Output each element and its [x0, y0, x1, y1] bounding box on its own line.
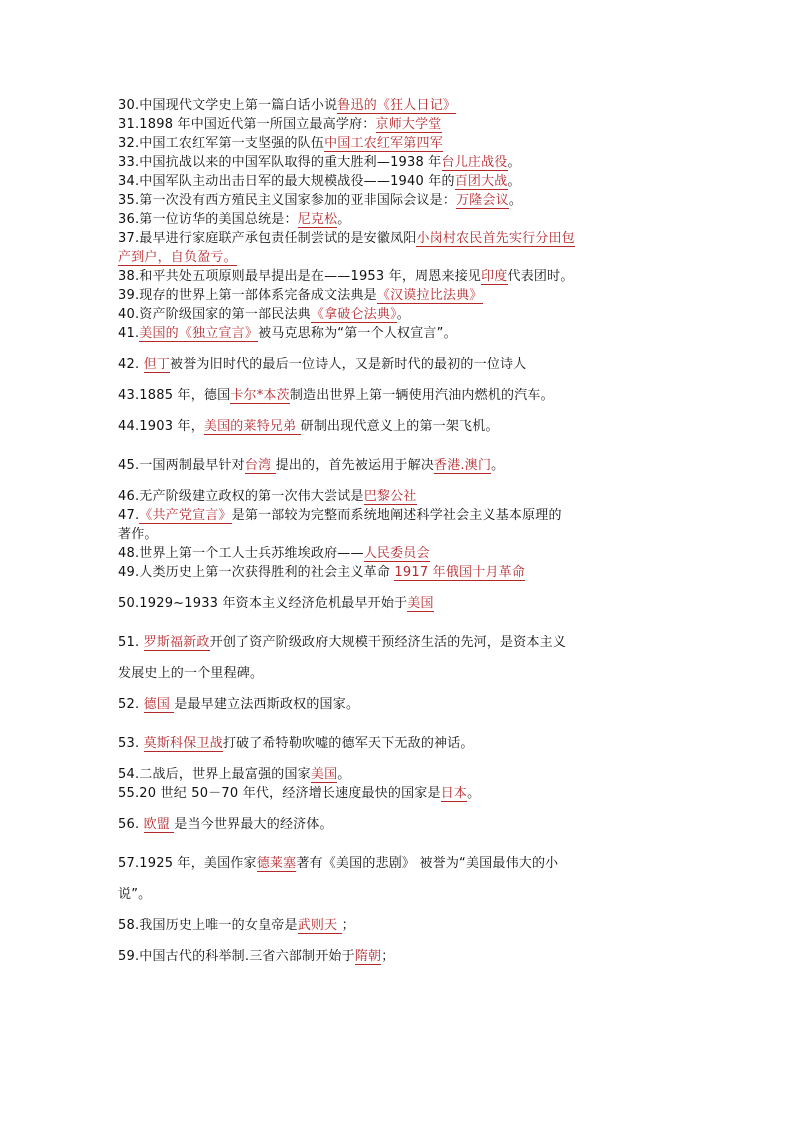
answer: 武则天: [297, 918, 342, 933]
answer: 《共产党宣言》: [139, 508, 232, 523]
answer: 鲁迅的《狂人日记》: [337, 98, 457, 113]
item-51: 51. 罗斯福新政开创了资产阶级政府大规模干预经济生活的先河，是资本主义: [118, 635, 567, 650]
item-43: 43.1885 年，德国卡尔*本茨制造出世界上第一辆使用汽油内燃机的汽车。: [118, 388, 554, 403]
answer: 隋朝: [354, 949, 382, 964]
item-55: 55.20 世纪 50－70 年代，经济增长速度最快的国家是日本。: [118, 786, 481, 801]
answer: 美国的《独立宣言》: [139, 326, 259, 341]
document-page: [118, 96, 678, 966]
answer: 百团大战: [454, 174, 508, 189]
item-58: 58.我国历史上唯一的女皇帝是武则天 ；: [118, 918, 355, 933]
answer: 但丁: [143, 357, 171, 372]
answer: 万隆会议: [456, 193, 509, 208]
item-37-cont: [118, 248, 678, 267]
answer: 香港.澳门: [434, 458, 492, 473]
item-50: 50.1929~1933 年资本主义经济危机最早开始于美国: [118, 596, 434, 611]
answer: 《汉谟拉比法典》: [376, 288, 483, 303]
item-37: 37.最早进行家庭联产承包责任制尝试的是安徽凤阳小岗村农民首先实行分田包: [118, 231, 575, 246]
item-35: 35.第一次没有西方殖民主义国家参加的亚非国际会议是：万隆会议。: [118, 193, 523, 208]
answer: 美国: [407, 596, 434, 611]
answer: 台儿庄战役: [441, 155, 508, 170]
item-42: 42. 但丁被誉为旧时代的最后一位诗人，又是新时代的最初的一位诗人: [118, 357, 527, 372]
item-59: 59.中国古代的科举制.三省六部制开始于隋朝；: [118, 949, 395, 964]
answer: 欧盟: [143, 817, 175, 832]
item-47-cont: 著作。: [118, 527, 158, 542]
answer: 卡尔*本茨: [230, 388, 290, 403]
item-45: 45.一国两制最早针对台湾 提出的，首先被运用于解决香港.澳门。: [118, 458, 505, 473]
item-40: 40.资产阶级国家的第一部民法典《拿破仑法典》。: [118, 307, 410, 322]
answer: 中国工农红军第四军: [324, 136, 443, 151]
item-52: 52. 德国 是最早建立法西斯政权的国家。: [118, 697, 360, 712]
item-57: 57.1925 年，美国作家德莱塞著有《美国的悲剧》 被誉为“美国最伟大的小: [118, 856, 559, 871]
answer: 人民委员会: [363, 546, 430, 561]
item-54: 54.二战后，世界上最富强的国家美国。: [118, 767, 351, 782]
item-36: 36.第一位访华的美国总统是：尼克松。: [118, 212, 351, 227]
item-31: 31.1898 年中国近代第一所国立最高学府：京师大学堂: [118, 117, 442, 132]
answer: 《拿破仑法典》: [310, 307, 397, 322]
item-57-cont: 说”。: [118, 887, 152, 902]
answer: 日本: [440, 786, 468, 801]
answer: 罗斯福新政: [143, 635, 210, 650]
answer: 尼克松: [297, 212, 338, 227]
item-49: 49.人类历史上第一次获得胜利的社会主义革命 1917 年俄国十月革命: [118, 565, 526, 580]
answer: 1917 年俄国十月革命: [394, 565, 526, 580]
item-33: 33.中国抗战以来的中国军队取得的重大胜利—1938 年台儿庄战役。: [118, 155, 521, 170]
item-56: 56. 欧盟 是当今世界最大的经济体。: [118, 817, 333, 832]
item-38: 38.和平共处五项原则最早提出是在——1953 年，周恩来接见印度代表团时。: [118, 269, 574, 284]
item-32: 32.中国工农红军第一支坚强的队伍中国工农红军第四军: [118, 136, 443, 151]
item-34: 34.中国军队主动出击日军的最大规模战役——1940 年的百团大战。: [118, 174, 521, 189]
item-48: 48.世界上第一个工人士兵苏维埃政府——人民委员会: [118, 546, 430, 561]
answer: 德莱塞: [256, 856, 297, 871]
answer: 巴黎公社: [363, 489, 417, 504]
item-41: 41.美国的《独立宣言》被马克思称为“第一个人权宣言”。: [118, 326, 457, 341]
answer: 台湾: [244, 458, 276, 473]
item-47: 47.《共产党宣言》是第一部较为完整而系统地阐述科学社会主义基本原理的: [118, 508, 562, 523]
answer: 产到户，自负盈亏。: [118, 250, 237, 265]
answer: 小岗村农民首先实行分田包: [416, 231, 575, 246]
answer: 京师大学堂: [375, 117, 442, 132]
item-53: 53. 莫斯科保卫战打破了希特勒吹嘘的德军天下无敌的神话。: [118, 736, 474, 751]
item-51-cont: 发展史上的一个里程碑。: [118, 666, 264, 681]
item-44: 44.1903 年，美国的莱特兄弟 研制出现代意义上的第一架飞机。: [118, 419, 499, 434]
answer: 美国: [310, 767, 338, 782]
item-46: 46.无产阶级建立政权的第一次伟大尝试是巴黎公社: [118, 489, 417, 504]
answer: 印度: [481, 269, 508, 284]
answer: 美国的莱特兄弟: [203, 419, 301, 434]
answer: 德国: [143, 697, 175, 712]
answer: 莫斯科保卫战: [143, 736, 223, 751]
item-30: 30.中国现代文学史上第一篇白话小说鲁迅的《狂人日记》: [118, 98, 457, 113]
item-39: 39.现存的世界上第一部体系完备成文法典是《汉谟拉比法典》: [118, 288, 483, 303]
